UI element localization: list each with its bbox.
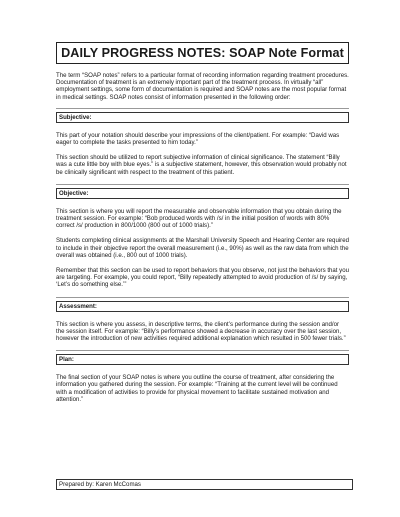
- assessment-paragraph-1: This section is where you assess, in descriptive terms, the client’s performance during the session and/or the session itself. For example: “Billy’s performance showed a decrease in accuracy over the last session, however the introduction of new activities required additional explanation which resulted in 500 fewer trials.”: [56, 320, 346, 343]
- plan-heading: Plan:: [56, 354, 349, 365]
- section-divider: [56, 297, 349, 298]
- document-page: [56, 42, 349, 403]
- section-divider: [56, 108, 349, 109]
- objective-paragraph-1: This section is where you will report the measurable and observable information that you obtain during the treatment session. For example: “Bob produced words with /s/ in the initial position of words with 80% correct /s/ production in 800/1000 (800 out of 1000 trials).”: [56, 207, 342, 230]
- section-divider: [56, 350, 349, 351]
- document-title: DAILY PROGRESS NOTES: SOAP Note Format: [56, 42, 349, 64]
- intro-paragraph: The term “SOAP notes” refers to a particular format of recording information regarding treatment procedures. Documentation of treatment is an extremely important part of the treatment process. In virtually “all” employment settings, some form of documentation is required and SOAP notes are the most popular format in medical settings. SOAP notes consist of information presented in the following order:: [56, 72, 349, 101]
- prepared-by-footer: Prepared by: Karen McComas: [56, 479, 353, 490]
- objective-heading: Objective:: [56, 188, 349, 199]
- subjective-paragraph-1: This part of your notation should describe your impressions of the client/patient. For example: “David was eager to complete the tasks presented to him today.”: [56, 131, 340, 147]
- objective-paragraph-3: Remember that this section can be used to report behaviors that you observe, not just the behaviors that you are targeting. For example, you could report, “Billy repeatedly attempted to avoid production of /s/ by saying, ‘Let’s do something else.’”: [56, 267, 350, 289]
- plan-paragraph-1: The final section of your SOAP notes is where you outline the course of treatment, after considering the information you gathered during the session. For example: “Training at the current level will be continued with a modification of activities to provide for physical movement to facilitate sustained motivation and attention.”: [56, 374, 338, 403]
- section-divider: [56, 184, 349, 185]
- subjective-heading: Subjective:: [56, 112, 349, 123]
- assessment-heading: Assessment:: [56, 301, 349, 312]
- subjective-paragraph-2: This section should be utilized to report subjective information of clinical significance. The statement “Billy was a cute little boy with blue eyes.” is a subjective statement, however, this observation would probably not be clinically significant with respect to the treatment of this patient.: [56, 154, 347, 176]
- objective-paragraph-2: Students completing clinical assignments at the Marshall University Speech and Hearing Center are required to include in their objective report the overall measurement (i.e., 90%) as well as the raw data from which the overall was obtained (i.e., 800 out of 1000 trials).: [56, 237, 349, 259]
